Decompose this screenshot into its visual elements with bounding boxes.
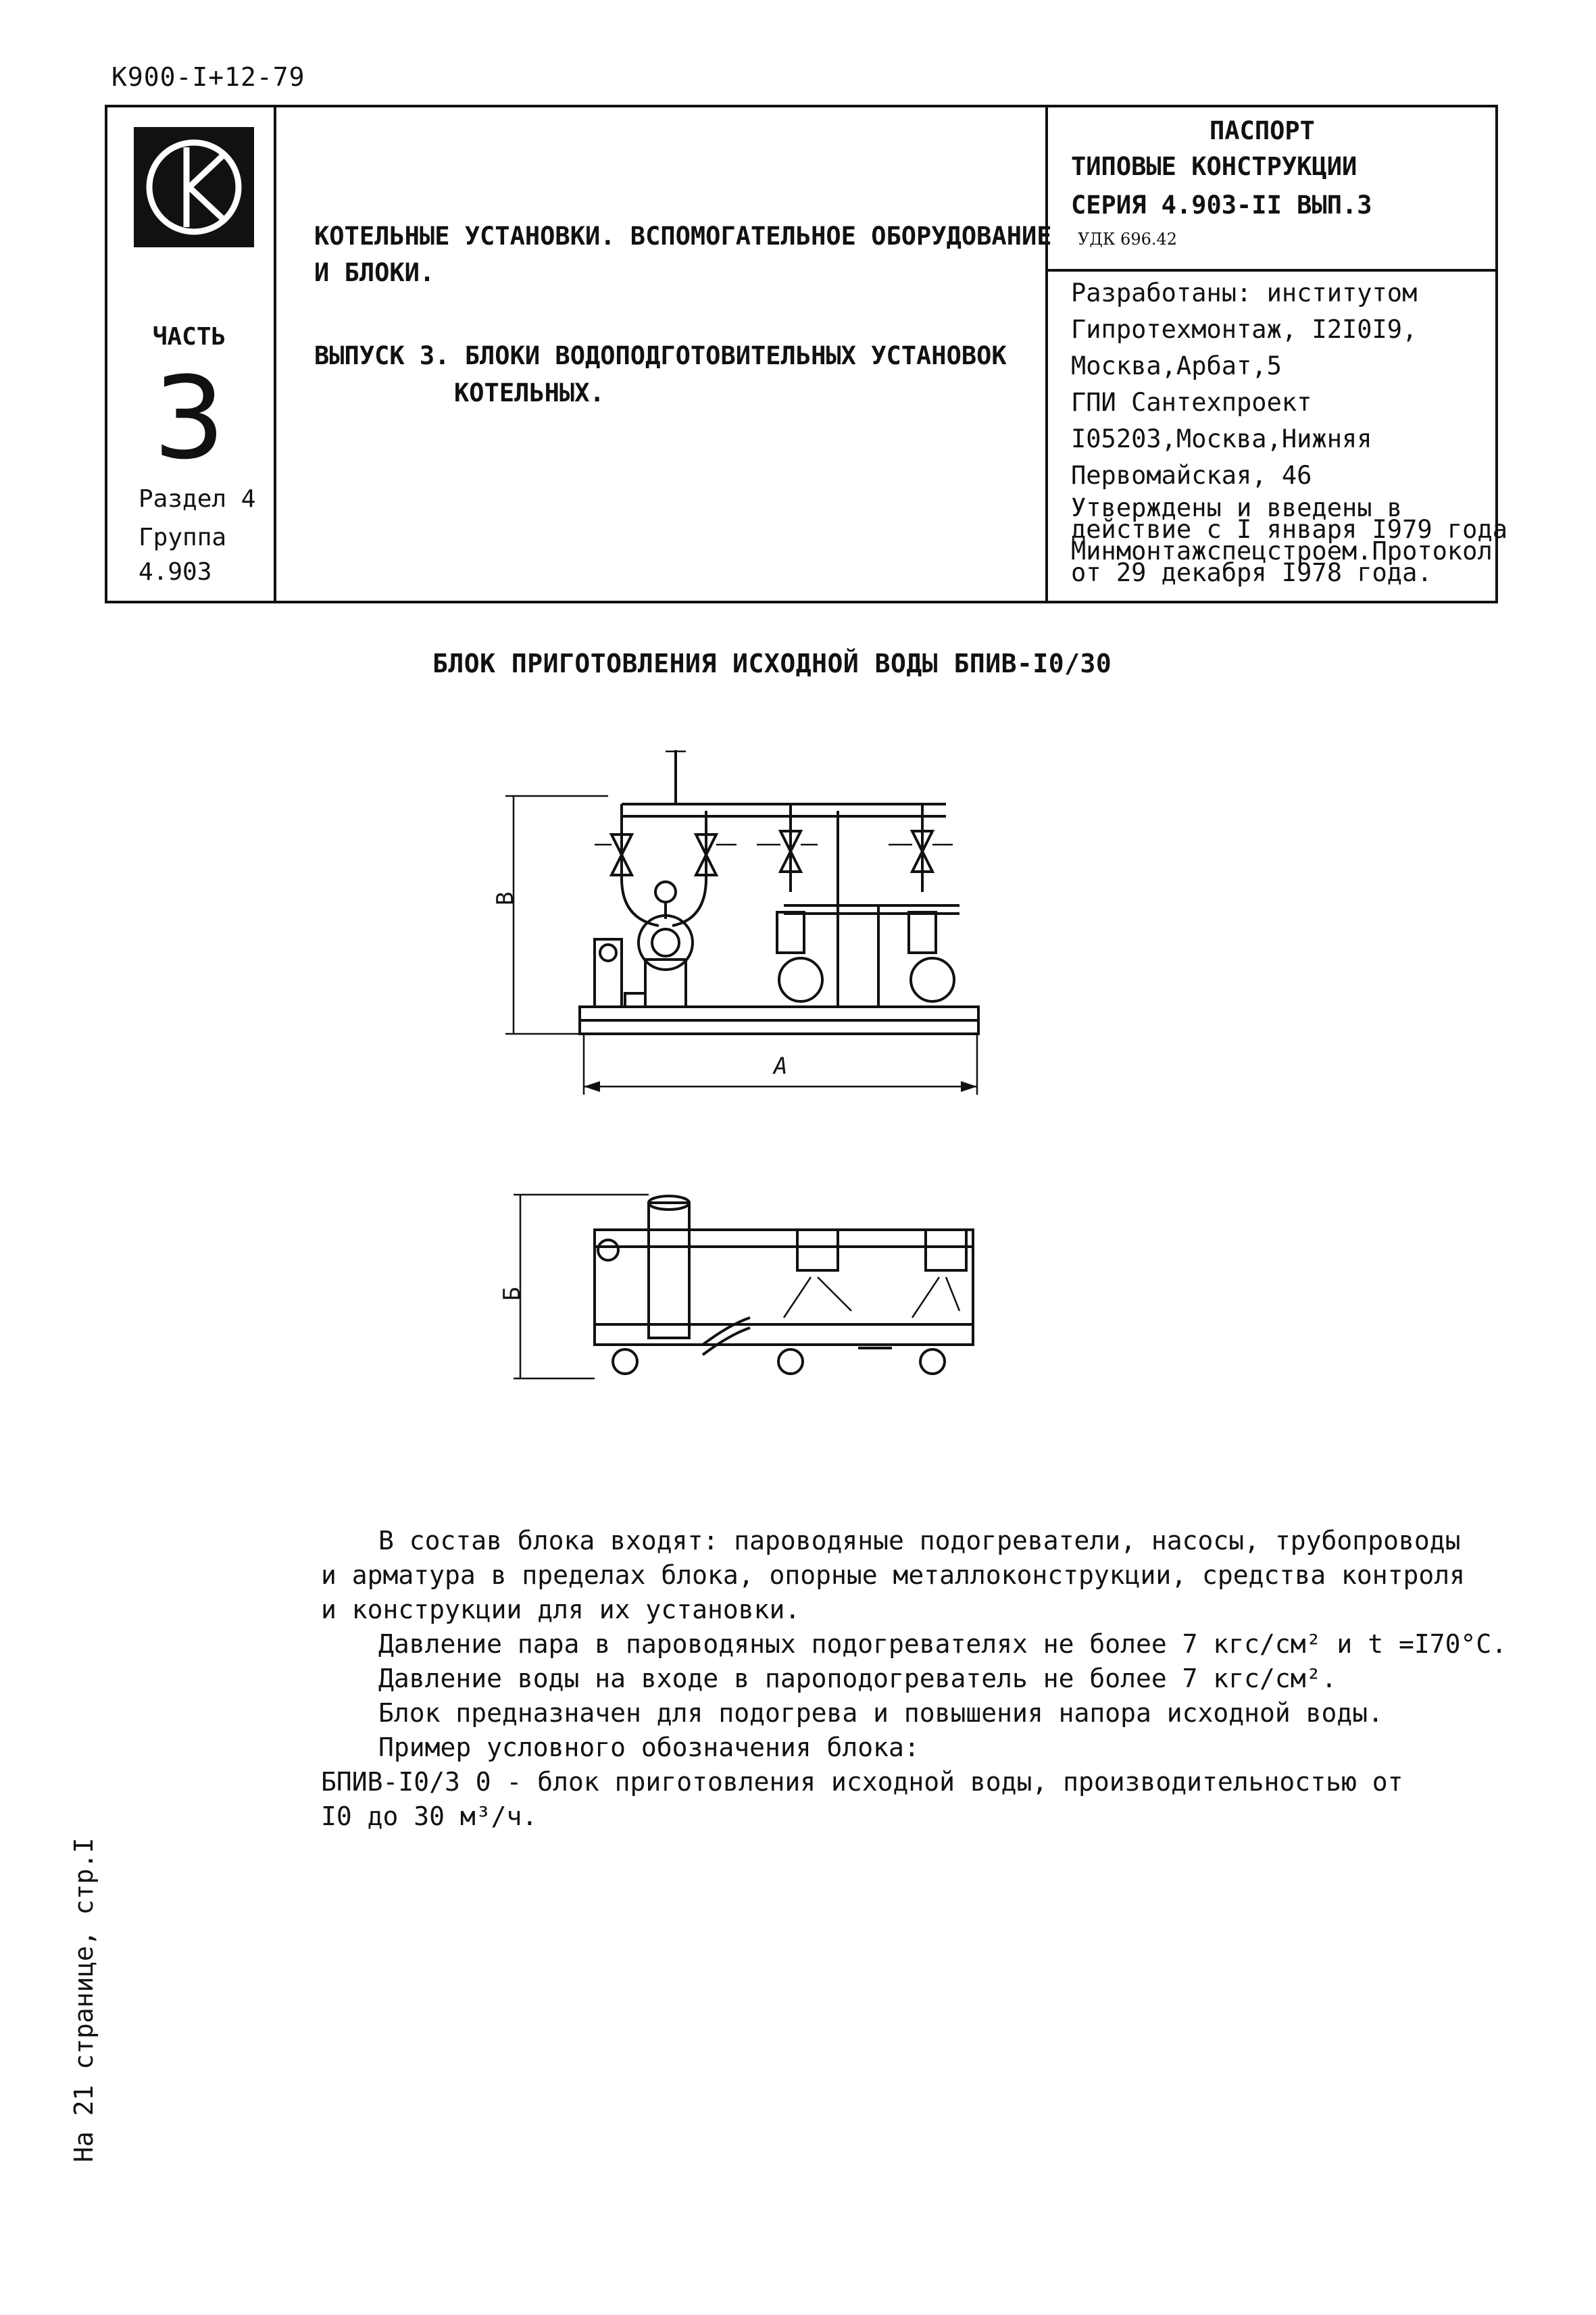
group-number: 4.903 [139, 558, 212, 586]
dev-line: Минмонтажспецстроем.Протокол [1071, 537, 1493, 566]
height-dimension-label: В [492, 891, 519, 905]
dev-line: Москва,Арбат,5 [1071, 351, 1282, 380]
dev-line: I05203,Москва,Нижняя [1071, 424, 1372, 453]
page-count-note: На 21 странице, стр.I [69, 1837, 99, 2162]
section-label: Раздел 4 [139, 485, 256, 513]
title-line-1: КОТЕЛЬНЫЕ УСТАНОВКИ. ВСПОМОГАТЕЛЬНОЕ ОБОРУДОВАНИЕ [314, 222, 1052, 251]
dev-line: Разработаны: институтом [1071, 278, 1418, 307]
description-paragraph: I0 до 30 м³/ч. [321, 1801, 538, 1831]
typical-designs: ТИПОВЫЕ КОНСТРУКЦИИ [1071, 152, 1357, 181]
front-view [505, 750, 978, 1095]
dev-line: действие с I января I979 года [1071, 515, 1508, 544]
dev-line: Утверждены и введены в [1071, 493, 1403, 522]
description-paragraph: и конструкции для их установки. [321, 1595, 801, 1624]
part-number: 3 [153, 352, 226, 484]
dev-line: от 29 декабря I978 года. [1071, 558, 1432, 587]
width-dimension-label: Б [499, 1287, 526, 1301]
description-paragraph: Давление воды на входе в пароподогреватель не более 7 кгс/см². [378, 1664, 1337, 1693]
description-paragraph: БПИВ-I0/3 0 - блок приготовления исходной воды, производительностью от [321, 1767, 1403, 1797]
udk-label: УДК 696.42 [1078, 230, 1178, 249]
description-paragraph: Пример условного обозначения блока: [378, 1733, 920, 1762]
block-title: БЛОК ПРИГОТОВЛЕНИЯ ИСХОДНОЙ ВОДЫ БПИВ-I0/30 [432, 649, 1112, 678]
document-code: К900-I+12-79 [111, 62, 305, 92]
title-line-2: И БЛОКИ. [314, 258, 435, 287]
dev-line: Гипротехмонтаж, I2I0I9, [1071, 315, 1418, 344]
plan-view [514, 1195, 973, 1378]
description-paragraph: Блок предназначен для подогрева и повышения напора исходной воды. [378, 1698, 1384, 1728]
issue-line-2: КОТЕЛЬНЫХ. [454, 378, 605, 407]
dev-line: Первомайская, 46 [1071, 461, 1312, 490]
length-dimension-label: А [774, 1053, 788, 1080]
dev-line: ГПИ Сантехпроект [1071, 388, 1312, 417]
description-paragraph: и арматура в пределах блока, опорные металлоконструкции, средства контроля [321, 1560, 1465, 1590]
series-label: СЕРИЯ 4.903-II ВЫП.3 [1071, 191, 1372, 220]
description-paragraph: В состав блока входят: пароводяные подогреватели, насосы, трубопроводы [378, 1526, 1461, 1555]
issue-line-1: ВЫПУСК 3. БЛОКИ ВОДОПОДГОТОВИТЕЛЬНЫХ УСТАНОВОК [314, 341, 1007, 370]
description-paragraph: Давление пара в пароводяных подогревателях не более 7 кгс/см² и t =I70°C. [378, 1629, 1507, 1659]
part-label: ЧАСТЬ [152, 323, 226, 351]
group-label: Группа [139, 524, 227, 551]
passport-title: ПАСПОРТ [1210, 116, 1315, 145]
